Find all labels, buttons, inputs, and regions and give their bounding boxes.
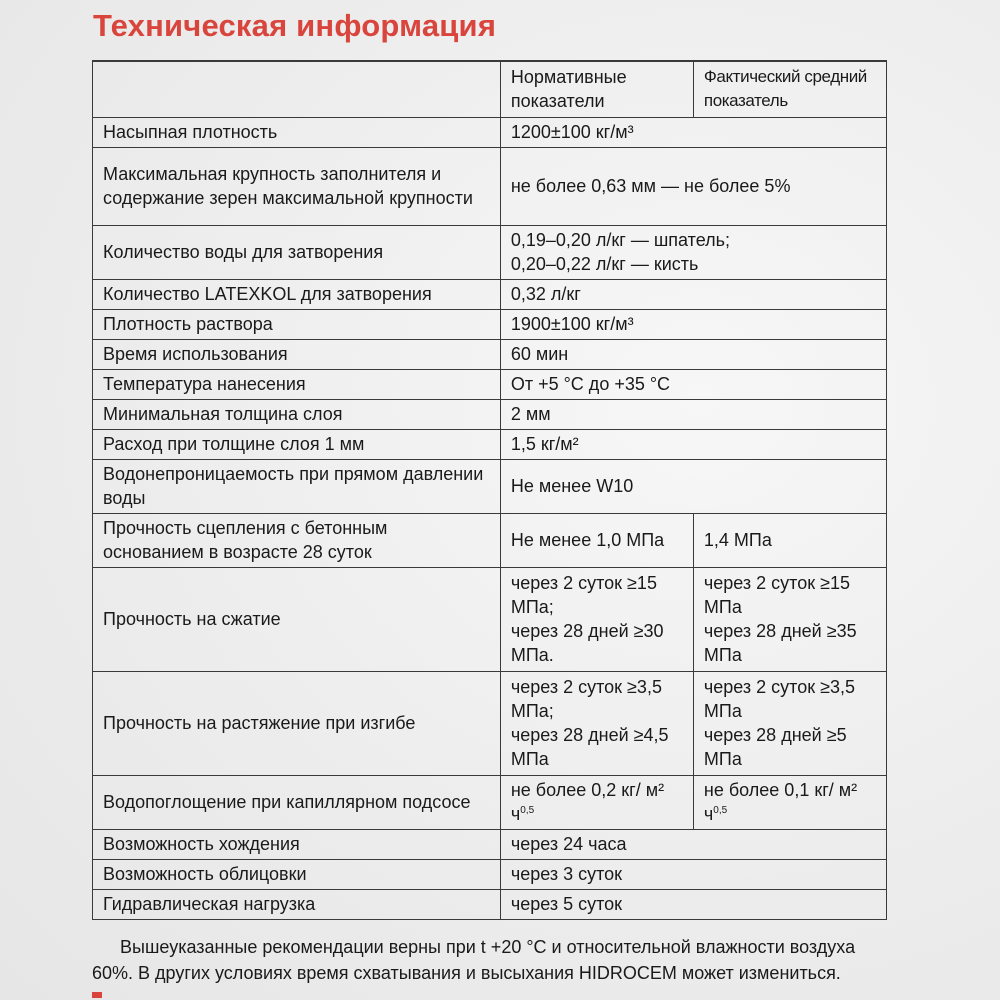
fact-base: не более 0,1 кг/ м² ч xyxy=(703,780,858,824)
norm-cell: 1200±100 кг/м³ xyxy=(500,117,886,147)
norm-line: через 28 дней ≥4,5 МПа xyxy=(510,725,669,769)
norm-line: 0,19–0,20 л/кг — шпатель; xyxy=(510,230,731,250)
table-row xyxy=(93,279,887,309)
header-fact: Фактический средний показатель xyxy=(693,61,886,117)
tech-info-table xyxy=(92,60,887,920)
param-cell: Минимальная толщина слоя xyxy=(93,399,501,429)
param-cell: Прочность на растяжение при изгибе xyxy=(93,671,501,775)
fact-line: через 2 суток ≥15 МПа xyxy=(703,573,851,617)
footer-note: Вышеуказанные рекомендации верны при t +20 °С и относительной влажности воздуха 60%. В других условиях время схватывания и высыхания HIDROCEM может измениться. xyxy=(92,937,856,983)
norm-cell xyxy=(500,567,693,671)
param-cell: Возможность хождения xyxy=(93,829,501,859)
fact-cell: 1,4 МПа xyxy=(693,513,886,567)
table-row xyxy=(93,859,887,889)
norm-cell: 2 мм xyxy=(500,399,886,429)
norm-base: не более 0,2 кг/ м² ч xyxy=(510,780,665,824)
param-cell: Насыпная плотность xyxy=(93,117,501,147)
table-row xyxy=(93,459,887,513)
header-norm: Нормативные показатели xyxy=(500,61,693,117)
param-cell: Расход при толщине слоя 1 мм xyxy=(93,429,501,459)
norm-cell: 0,32 л/кг xyxy=(500,279,886,309)
table-row xyxy=(93,225,887,279)
fact-line: через 28 дней ≥5 МПа xyxy=(703,725,847,769)
table-row xyxy=(93,339,887,369)
table-row xyxy=(93,369,887,399)
fact-cell xyxy=(693,775,886,829)
norm-cell xyxy=(500,671,693,775)
param-cell: Водопоглощение при капиллярном подсосе xyxy=(93,775,501,829)
norm-cell: Не менее W10 xyxy=(500,459,886,513)
table-row xyxy=(93,117,887,147)
table-row xyxy=(93,829,887,859)
page-title: Техническая информация xyxy=(93,8,497,43)
table-row xyxy=(93,429,887,459)
fact-line: через 28 дней ≥35 МПа xyxy=(703,621,857,665)
norm-cell: не более 0,63 мм — не более 5% xyxy=(500,147,886,225)
table-header-row xyxy=(93,61,887,117)
norm-sup: 0,5 xyxy=(520,805,535,816)
param-cell: Плотность раствора xyxy=(93,309,501,339)
fact-cell xyxy=(693,567,886,671)
decorative-marker xyxy=(92,992,102,998)
table-row xyxy=(93,775,887,829)
fact-sup: 0,5 xyxy=(713,805,728,816)
param-cell: Температура нанесения xyxy=(93,369,501,399)
norm-line: через 2 суток ≥3,5 МПа; xyxy=(510,677,662,721)
header-param xyxy=(93,61,501,117)
param-cell: Водонепроницаемость при прямом давлении воды xyxy=(93,459,501,513)
fact-line: через 2 суток ≥3,5 МПа xyxy=(703,677,856,721)
param-cell: Количество воды для затворения xyxy=(93,225,501,279)
param-cell: Максимальная крупность заполнителя и содержание зерен максимальной крупности xyxy=(93,147,501,225)
param-cell: Время использования xyxy=(93,339,501,369)
param-cell: Количество LATEXKOL для затворения xyxy=(93,279,501,309)
table-row xyxy=(93,671,887,775)
norm-cell xyxy=(500,775,693,829)
fact-cell xyxy=(693,671,886,775)
table-row xyxy=(93,399,887,429)
norm-cell: через 5 суток xyxy=(500,889,886,919)
table-row xyxy=(93,513,887,567)
norm-line: через 28 дней ≥30 МПа. xyxy=(510,621,664,665)
norm-line: 0,20–0,22 л/кг — кисть xyxy=(510,254,699,274)
norm-cell: через 3 суток xyxy=(500,859,886,889)
table-row xyxy=(93,309,887,339)
norm-line: через 2 суток ≥15 МПа; xyxy=(510,573,657,617)
table-row xyxy=(93,147,887,225)
param-cell: Гидравлическая нагрузка xyxy=(93,889,501,919)
norm-cell: Не менее 1,0 МПа xyxy=(500,513,693,567)
norm-cell: через 24 часа xyxy=(500,829,886,859)
norm-cell: 1,5 кг/м² xyxy=(500,429,886,459)
norm-cell: 1900±100 кг/м³ xyxy=(500,309,886,339)
param-cell: Возможность облицовки xyxy=(93,859,501,889)
param-cell: Прочность на сжатие xyxy=(93,567,501,671)
norm-cell xyxy=(500,225,886,279)
table-row xyxy=(93,889,887,919)
norm-cell: От +5 °С до +35 °С xyxy=(500,369,886,399)
param-cell: Прочность сцепления с бетонным основанием в возрасте 28 суток xyxy=(93,513,501,567)
norm-cell: 60 мин xyxy=(500,339,886,369)
table-row xyxy=(93,567,887,671)
